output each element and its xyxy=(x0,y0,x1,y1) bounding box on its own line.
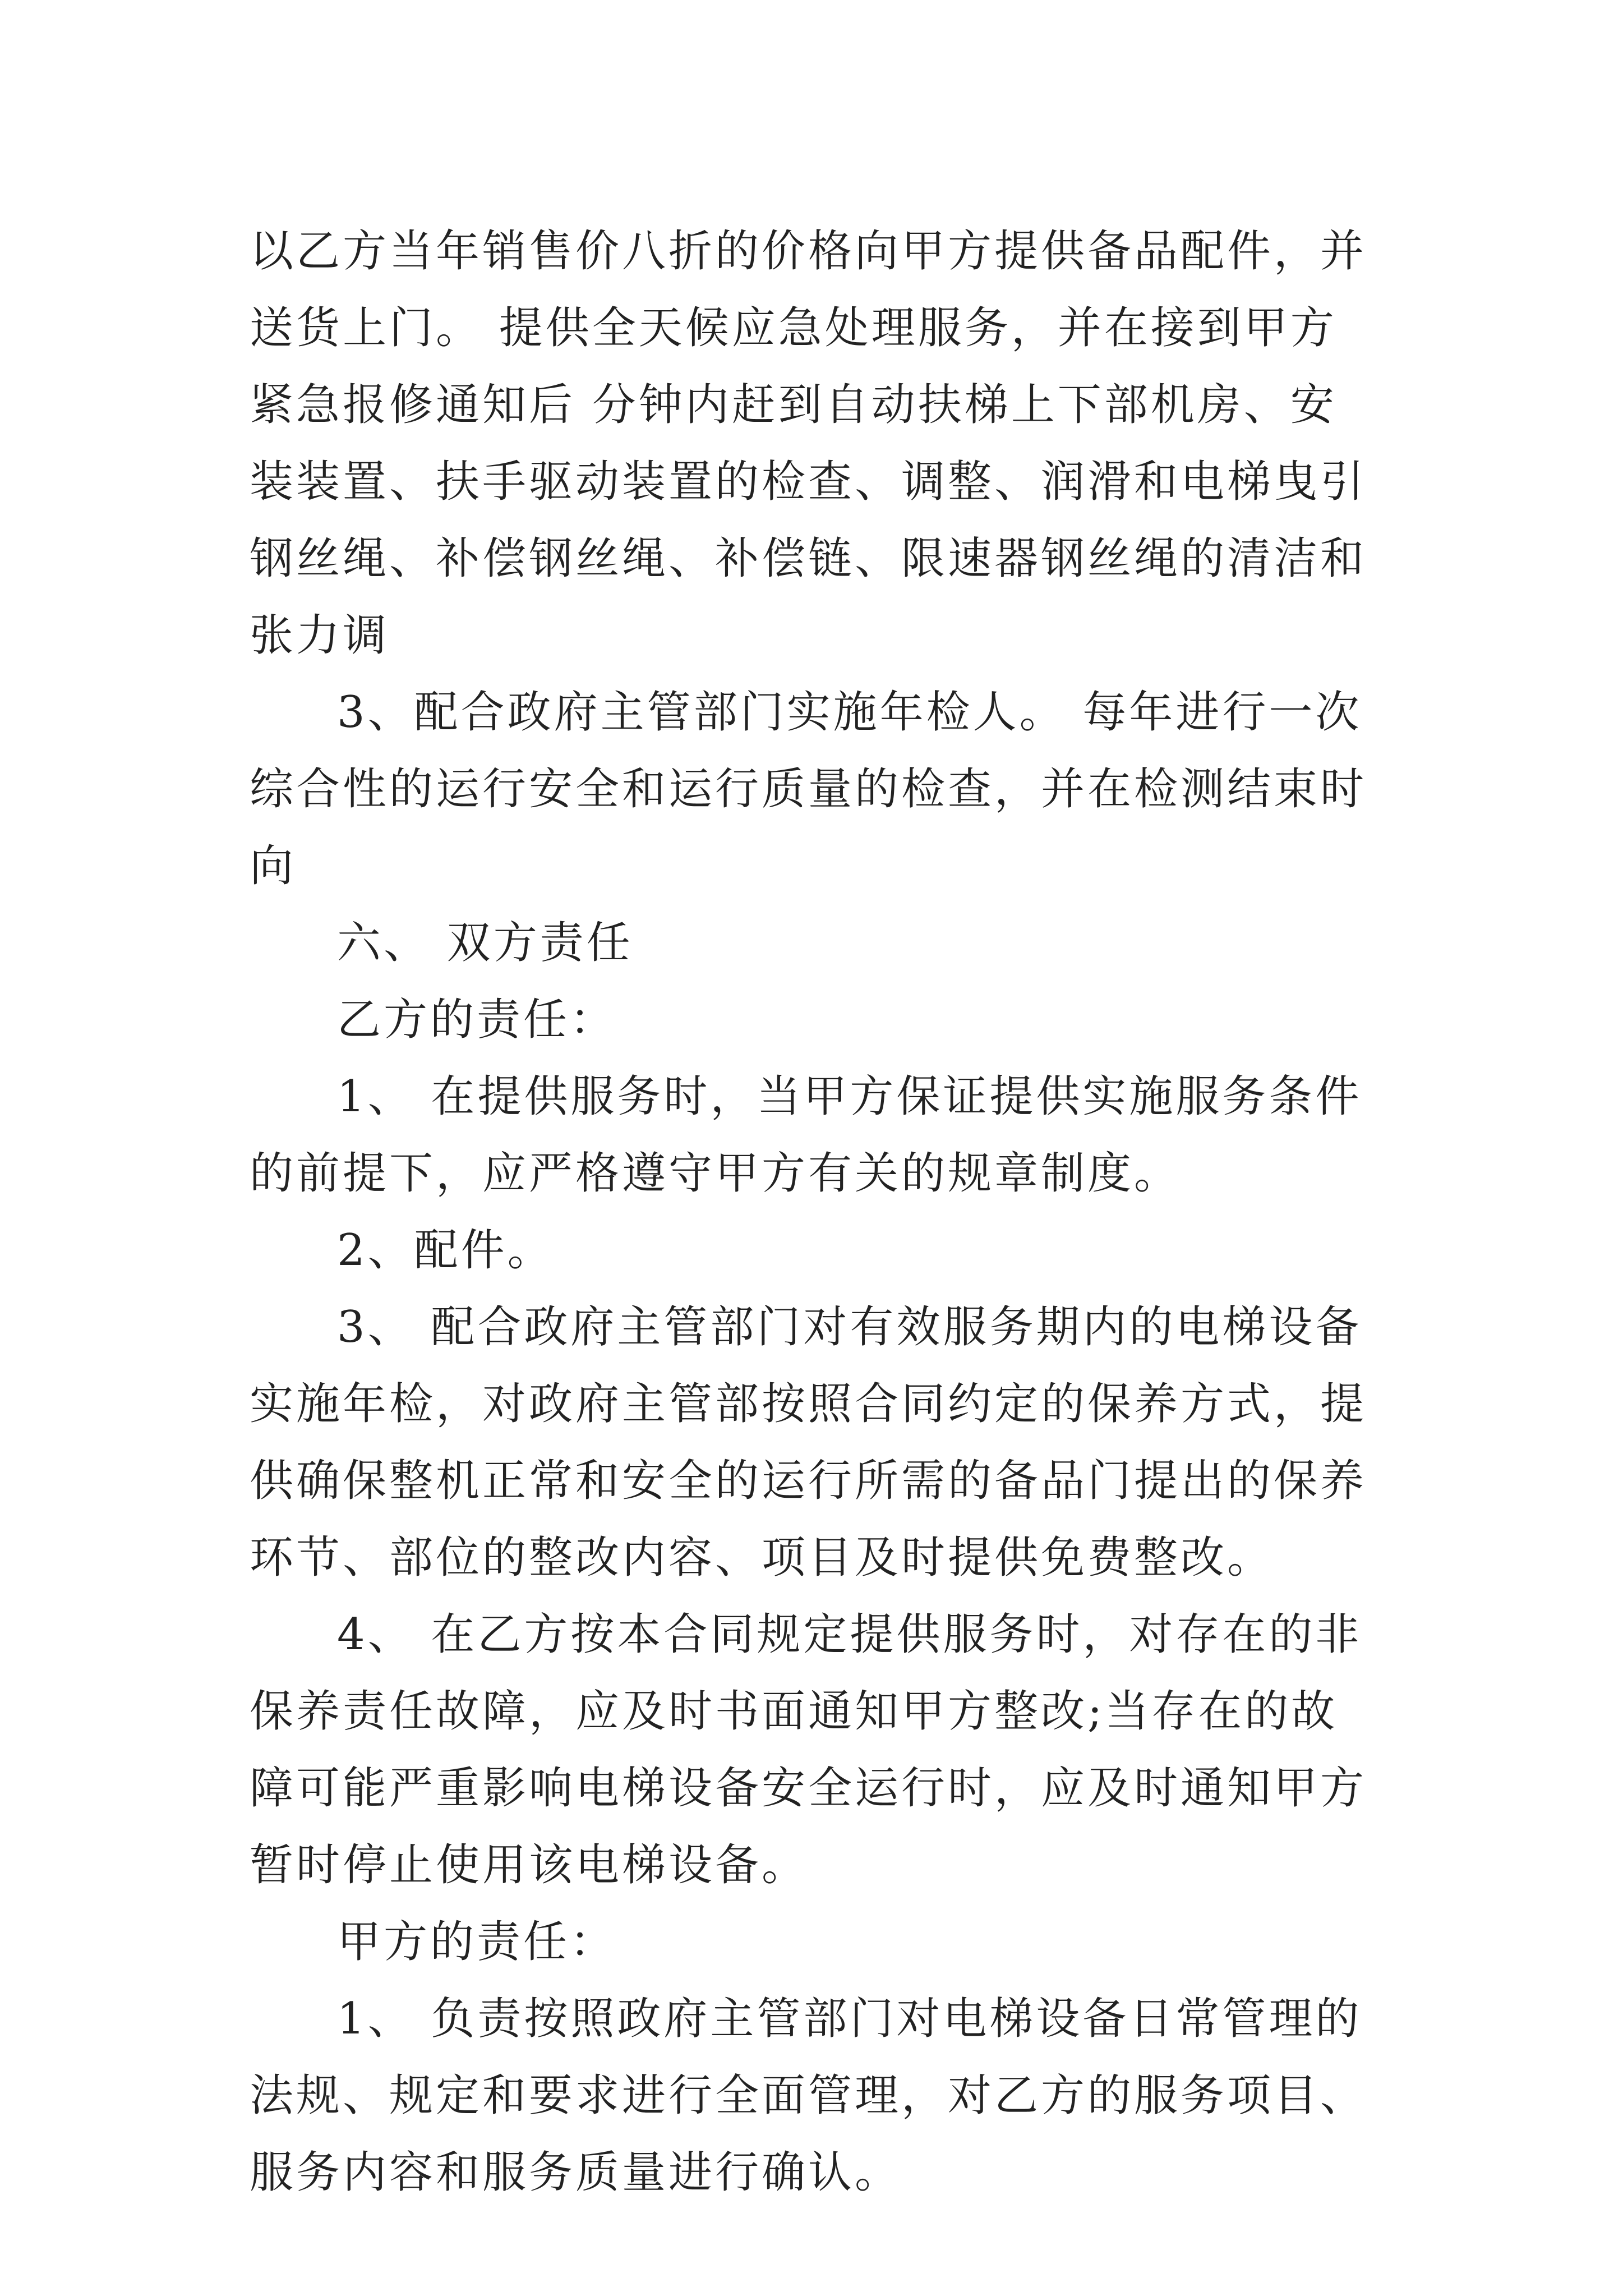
party-b-item-4: 4、 在乙方按本合同规定提供服务时，对存在的非保养责任故障，应及时书面通知甲方整改;当存在的故障可能严重影响电梯设备安全运行时，应及时通知甲方暂时停止使用该电梯设备。 xyxy=(250,1609,1367,1890)
party-b-item-2: 2、配件。 xyxy=(337,1225,554,1276)
paragraph-service-continuation: 以乙方当年销售价八折的价格向甲方提供备品配件，并送货上门。 提供全天候应急处理服务，并在接到甲方紧急报修通知后 分钟内赶到自动扶梯上下部机房、安装装置、扶手驱动装置的检查、调整、润滑和电梯曳引钢丝绳、补偿钢丝绳、补偿链、限速器钢丝绳的清洁和张力调 xyxy=(250,226,1367,661)
subheading-party-b: 乙方的责任： xyxy=(337,995,617,1045)
party-b-item-3: 3、 配合政府主管部门对有效服务期内的电梯设备实施年检，对政府主管部按照合同约定的保养方式，提供确保整机正常和安全的运行所需的备品门提出的保养环节、部位的整改内容、项目及时提供免费整改。 xyxy=(250,1302,1367,1583)
paragraph-annual-inspection: 3、配合政府主管部门实施年检人。 每年进行一次综合性的运行安全和运行质量的检查，并在检测结束时向 xyxy=(250,687,1367,891)
party-b-item-1: 1、 在提供服务时，当甲方保证提供实施服务条件的前提下，应严格遵守甲方有关的规章制度。 xyxy=(250,1071,1362,1199)
subheading-party-a: 甲方的责任： xyxy=(337,1917,617,1967)
document-body xyxy=(250,213,1377,2211)
party-a-item-1: 1、 负责按照政府主管部门对电梯设备日常管理的法规、规定和要求进行全面管理，对乙方的服务项目、服务内容和服务质量进行确认。 xyxy=(250,1994,1367,2198)
section-heading-responsibilities: 六、 双方责任 xyxy=(337,918,633,968)
